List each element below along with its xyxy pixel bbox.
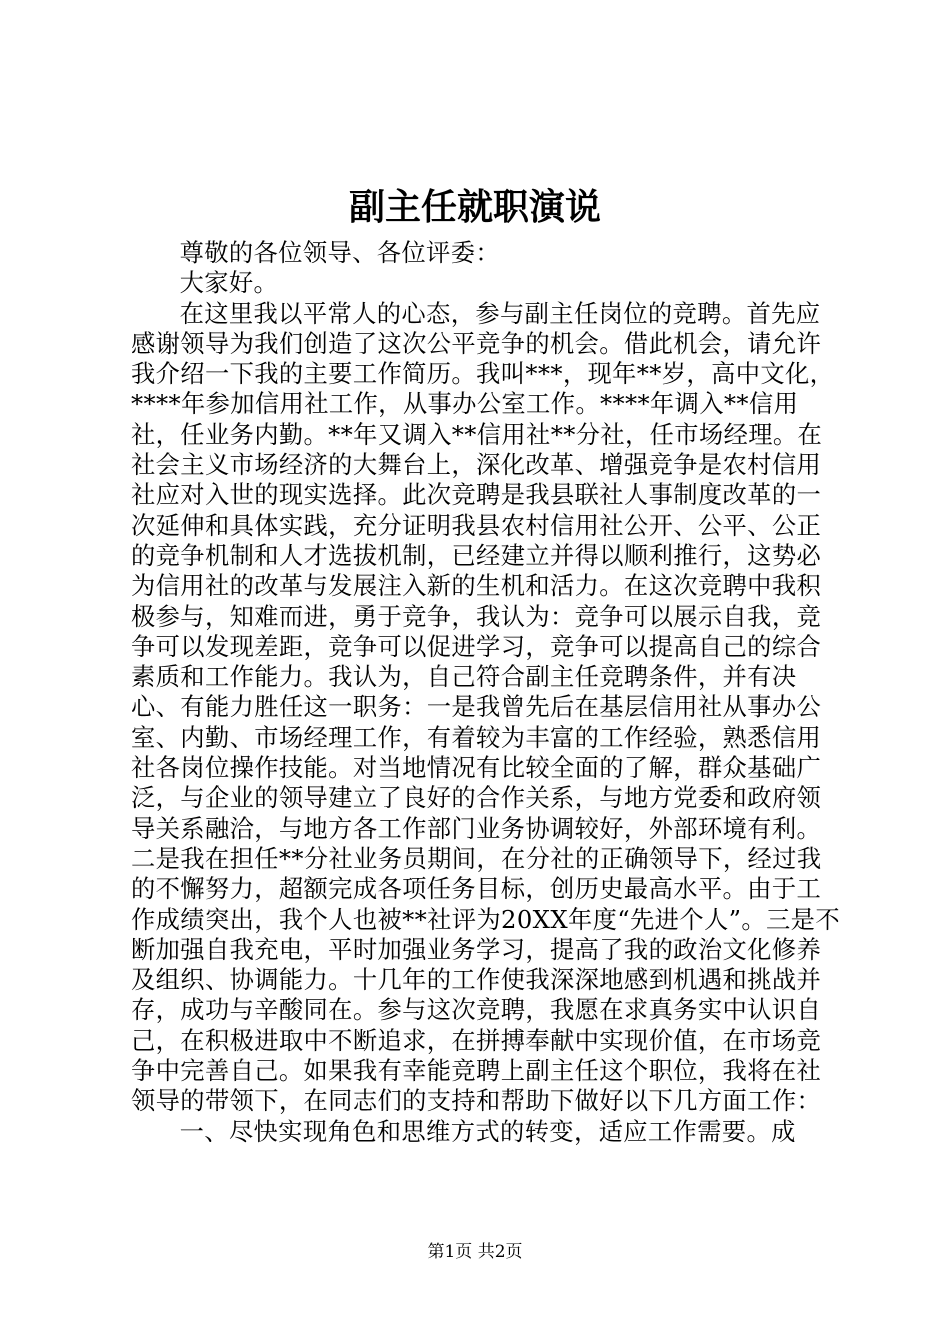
salutation-paragraph: 尊敬的各位领导、各位评委： (179, 238, 501, 267)
greeting-paragraph: 大家好。 (179, 268, 279, 298)
body-paragraph: 在这里我以平常人的心态，参与副主任岗位的竞聘。首先应感谢领导为我们创造了这次公平竞争的机会。借此机会，请允许我介绍一下我的主要工作简历。我叫***，现年**岁，高中文化，****年参加信用社工作，从事办公室工作。****年调入**信用社，任业务内勤。**年又调入**信用社**分社，任市场经理。在社会主义市场经济的大舞台上，深化改革、增强竞争是农村信用社应对入世的现实选择。此次竞聘是我县联社人事制度改革的一次延伸和具体实践，充分证明我县农村信用社公开、公平、公正的竞争机制和人才选拔机制，已经建立并得以顺利推行，这势必为信用社的改革与发展注入新的生机和活力。在这次竞聘中我积极参与，知难而进，勇于竞争，我认为：竞争可以展示自我，竞争可以发现差距，竞争可以促进学习，竞争可以提高自己的综合素质和工作能力。我认为，自己符合副主任竞聘条件，并有决心、有能力胜任这一职务：一是我曾先后在基层信用社从事办公室、内勤、市场经理工作，有着较为丰富的工作经验，熟悉信用社各岗位操作技能。对当地情况有比较全面的了解，群众基础广泛，与企业的领导建立了良好的合作关系，与地方党委和政府领导关系融洽，与地方各工作部门业务协调较好，外部环境有利。二是我在担任**分社业务员期间，在分社的正确领导下，经过我的不懈努力，超额完成各项任务目标，创历史最高水平。由于工作成绩突出，我个人也被**社评为20XX年度“先进个人”。三是不断加强自我充电，平时加强业务学习，提高了我的政治文化修养及组织、协调能力。十几年的工作使我深深地感到机遇和挑战并存，成功与辛酸同在。参与这次竞聘，我愿在求真务实中认识自己，在积极进取中不断追求，在拼搏奉献中实现价值，在市场竞争中完善自己。如果我有幸能竞聘上副主任这个职位，我将在社领导的带领下，在同志们的支持和帮助下做好以下几方面工作： (131, 298, 840, 1116)
page-number: 第1页 共2页 (427, 1242, 523, 1262)
body-paragraph: 一、尽快实现角色和思维方式的转变，适应工作需要。成 (179, 1116, 796, 1146)
page-title: 副主任就职演说 (348, 186, 601, 228)
document-body (131, 238, 841, 1147)
